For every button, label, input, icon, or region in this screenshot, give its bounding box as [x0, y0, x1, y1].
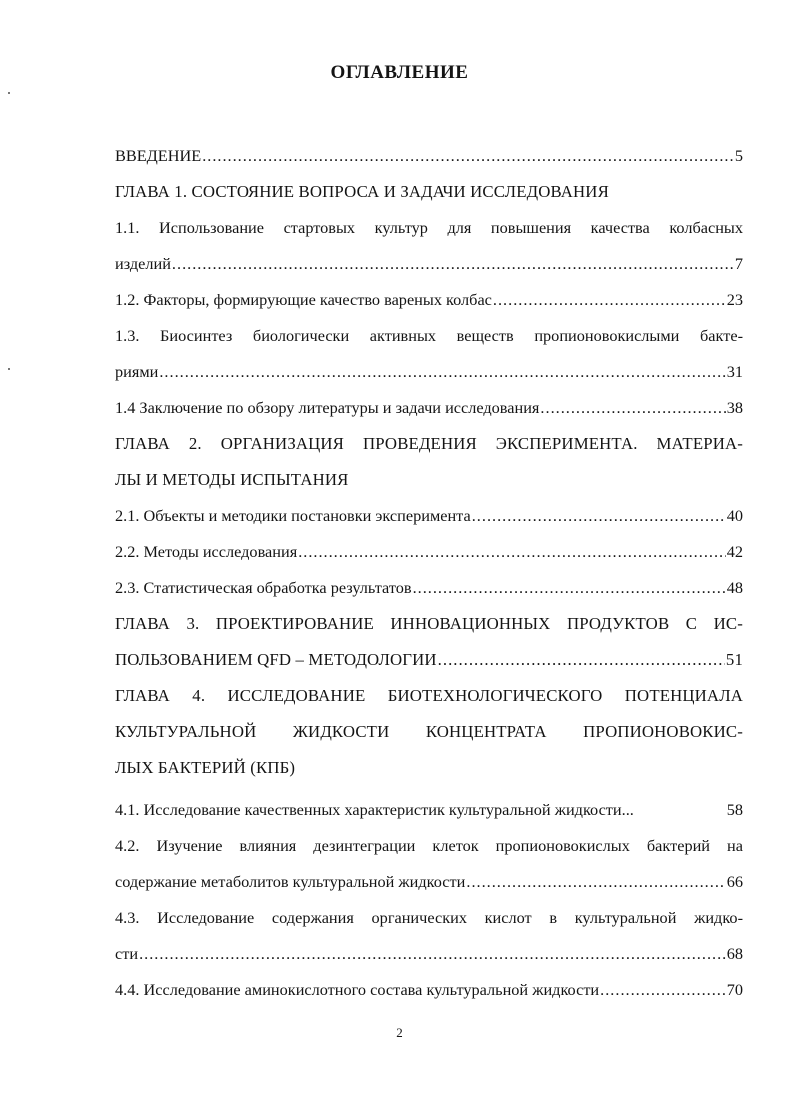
toc-entry-4-2-line1[interactable]: 4.2. Изучение влияния дезинтеграции клеток пропионовокислых бактерий на — [115, 836, 743, 855]
toc-chapter-2-title-line2[interactable]: ЛЫ И МЕТОДЫ ИСПЫТАНИЯ — [115, 470, 349, 489]
leader-dots — [600, 972, 726, 1008]
toc-entry-4-4[interactable]: 4.4. Исследование аминокислотного состава культуральной жидкости ..... 70 — [115, 972, 743, 1008]
toc-entry-4-3-line2[interactable]: сти ..... 68 — [115, 936, 743, 972]
toc-entry-1-1-line2[interactable]: изделий ..... 7 — [115, 246, 743, 282]
toc-chapter-4-title-line3[interactable]: ЛЫХ БАКТЕРИЙ (КПБ) — [115, 758, 296, 777]
toc-entry-1-3-line1[interactable]: 1.3. Биосинтез биологически активных веществ пропионовокислыми бакте- — [115, 326, 743, 345]
toc-page-number: 70 — [726, 980, 743, 999]
scan-speck — [8, 92, 10, 94]
toc-chapter-3-title-line2[interactable]: ПОЛЬЗОВАНИЕМ QFD – МЕТОДОЛОГИИ ..... 51 — [115, 642, 743, 678]
toc-entry-1-4[interactable]: 1.4 Заключение по обзору литературы и задачи исследования ..... 38 — [115, 390, 743, 426]
toc-chapter-2-title-line1[interactable]: ГЛАВА 2. ОРГАНИЗАЦИЯ ПРОВЕДЕНИЯ ЭКСПЕРИМЕНТА. МАТЕРИА- — [115, 434, 743, 453]
toc-page-number: 5 — [734, 146, 743, 165]
toc-page-number: 40 — [726, 506, 743, 525]
page-title: ОГЛАВЛЕНИЕ — [330, 62, 469, 83]
leader-dots — [202, 138, 734, 174]
toc-page-number: 48 — [726, 578, 743, 597]
toc-page-number: 51 — [725, 650, 743, 669]
toc-entry-1-3-line2[interactable]: риями ..... 31 — [115, 354, 743, 390]
toc-entry-2-1[interactable]: 2.1. Объекты и методики постановки эксперимента ..... 40 — [115, 498, 743, 534]
toc-chapter-4-title-line1[interactable]: ГЛАВА 4. ИССЛЕДОВАНИЕ БИОТЕХНОЛОГИЧЕСКОГО ПОТЕНЦИАЛА — [115, 686, 743, 705]
toc-entry-4-2-line2[interactable]: содержание метаболитов культуральной жидкости ..... 66 — [115, 864, 743, 900]
toc-page-number: 42 — [726, 542, 743, 561]
toc-page-number: 68 — [726, 944, 743, 963]
toc-page-number: 58 — [726, 800, 743, 819]
leader-dots — [413, 570, 726, 606]
table-of-contents — [115, 138, 743, 1008]
leader-dots — [466, 864, 725, 900]
toc-page-number: 23 — [726, 290, 743, 309]
toc-entry-intro[interactable]: ВВЕДЕНИЕ ..... 5 — [115, 138, 743, 174]
page-number: 2 — [396, 1025, 403, 1040]
toc-page-number: 31 — [726, 362, 743, 381]
leader-dots — [493, 282, 726, 318]
toc-page-number: 38 — [726, 398, 743, 417]
toc-entry-2-2[interactable]: 2.2. Методы исследования ..... 42 — [115, 534, 743, 570]
leader-dots — [159, 354, 725, 390]
toc-chapter-1-title[interactable]: ГЛАВА 1. СОСТОЯНИЕ ВОПРОСА И ЗАДАЧИ ИССЛЕДОВАНИЯ — [115, 182, 609, 201]
leader-dots — [298, 534, 726, 570]
toc-entry-4-3-line1[interactable]: 4.3. Исследование содержания органических кислот в культуральной жидко- — [115, 908, 743, 927]
toc-page-number: 66 — [726, 872, 743, 891]
leader-dots — [139, 936, 726, 972]
toc-entry-1-2[interactable]: 1.2. Факторы, формирующие качество вареных колбас ..... 23 — [115, 282, 743, 318]
leader-dots — [438, 642, 725, 678]
scan-speck — [8, 368, 10, 370]
toc-page-number: 7 — [734, 254, 743, 273]
leader-dots — [472, 498, 726, 534]
toc-chapter-3-title-line1[interactable]: ГЛАВА 3. ПРОЕКТИРОВАНИЕ ИННОВАЦИОННЫХ ПРОДУКТОВ С ИС- — [115, 614, 743, 633]
toc-entry-2-3[interactable]: 2.3. Статистическая обработка результатов ..... 48 — [115, 570, 743, 606]
leader-dots — [540, 390, 725, 426]
leader-dots — [172, 246, 734, 282]
toc-chapter-4-title-line2[interactable]: КУЛЬТУРАЛЬНОЙ ЖИДКОСТИ КОНЦЕНТРАТА ПРОПИОНОВОКИС- — [115, 722, 743, 741]
toc-entry-1-1-line1[interactable]: 1.1. Использование стартовых культур для повышения качества колбасных — [115, 218, 743, 237]
toc-entry-4-1[interactable]: 4.1. Исследование качественных характеристик культуральной жидкости... 58 — [115, 792, 743, 828]
